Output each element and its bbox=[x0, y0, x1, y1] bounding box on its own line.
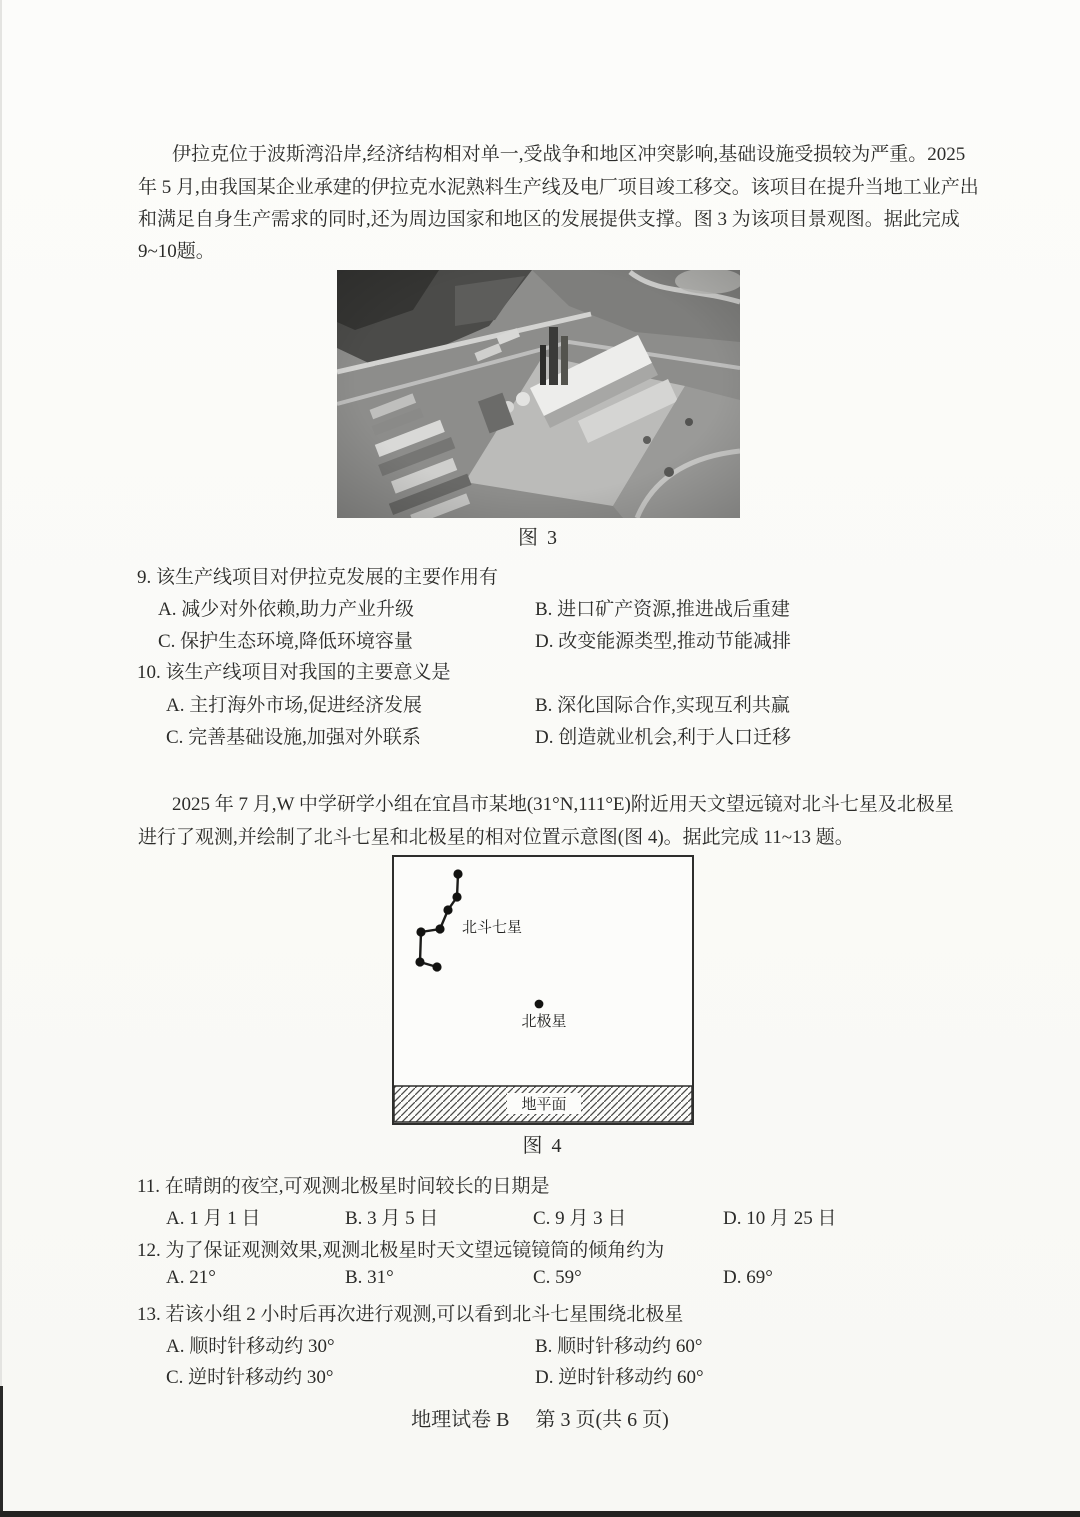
question10-option-d: D. 创造就业机会,利于人口迁移 bbox=[535, 727, 791, 748]
question11-option-c: C. 9 月 3 日 bbox=[533, 1208, 627, 1229]
figure4-diagram bbox=[392, 855, 694, 1125]
dipper-star bbox=[443, 905, 452, 914]
passage1-line: 伊拉克位于波斯湾沿岸,经济结构相对单一,受战争和地区冲突影响,基础设施受损较为严重。2025 bbox=[172, 144, 966, 165]
passage1-line: 年 5 月,由我国某企业承建的伊拉克水泥熟料生产线及电厂项目竣工移交。该项目在提升当地工业产出 bbox=[138, 177, 979, 198]
paper-title: 地理试卷 B bbox=[411, 1409, 510, 1431]
question12-option-b: B. 31° bbox=[345, 1267, 394, 1288]
question9-option-d: D. 改变能源类型,推动节能减排 bbox=[535, 631, 791, 652]
question11-stem: 11. 在晴朗的夜空,可观测北极星时间较长的日期是 bbox=[137, 1176, 550, 1197]
question10-option-b: B. 深化国际合作,实现互利共赢 bbox=[535, 695, 790, 716]
question13-stem: 13. 若该小组 2 小时后再次进行观测,可以看到北斗七星围绕北极星 bbox=[137, 1304, 684, 1325]
question10-option-c: C. 完善基础设施,加强对外联系 bbox=[166, 727, 421, 748]
page-number: 第 3 页(共 6 页) bbox=[535, 1409, 669, 1431]
dipper-star bbox=[432, 962, 441, 971]
figure3-photo bbox=[337, 270, 740, 518]
polaris-label: 北极星 bbox=[521, 1014, 567, 1030]
horizon-band bbox=[394, 1086, 692, 1122]
question10-option-a: A. 主打海外市场,促进经济发展 bbox=[166, 695, 422, 716]
question12-option-d: D. 69° bbox=[723, 1267, 773, 1288]
question13-option-b: B. 顺时针移动约 60° bbox=[535, 1336, 703, 1357]
question12-stem: 12. 为了保证观测效果,观测北极星时天文望远镜镜筒的倾角约为 bbox=[137, 1240, 665, 1261]
figure3-caption: 图 3 bbox=[518, 527, 559, 549]
dipper-star bbox=[415, 957, 424, 966]
question9-option-b: B. 进口矿产资源,推进战后重建 bbox=[535, 599, 790, 620]
question11-option-b: B. 3 月 5 日 bbox=[345, 1208, 439, 1229]
figure4-caption: 图 4 bbox=[522, 1135, 564, 1157]
dipper-star bbox=[416, 927, 425, 936]
passage1-line: 和满足自身生产需求的同时,还为周边国家和地区的发展提供支撑。图 3 为该项目景观图。据此完成 bbox=[138, 209, 960, 230]
question9-stem: 9. 该生产线项目对伊拉克发展的主要作用有 bbox=[137, 567, 499, 588]
scan-edge-bottom bbox=[0, 1511, 1080, 1517]
horizon-label: 地平面 bbox=[521, 1097, 567, 1113]
dipper-star bbox=[452, 892, 461, 901]
scan-edge-left bbox=[0, 0, 2, 1517]
scan-edge-left-bottom bbox=[0, 1386, 3, 1517]
dipper-label: 北斗七星 bbox=[462, 920, 523, 936]
passage1-line: 9~10题。 bbox=[138, 241, 215, 262]
question9-option-c: C. 保护生态环境,降低环境容量 bbox=[158, 631, 413, 652]
polaris-star bbox=[521, 1000, 566, 1030]
question13-option-a: A. 顺时针移动约 30° bbox=[166, 1336, 335, 1357]
big-dipper-constellation bbox=[415, 869, 522, 971]
passage2-line: 进行了观测,并绘制了北斗七星和北极星的相对位置示意图(图 4)。据此完成 11~13 题。 bbox=[138, 827, 854, 848]
page-footer bbox=[0, 1403, 1080, 1432]
question9-option-a: A. 减少对外依赖,助力产业升级 bbox=[158, 599, 414, 620]
dipper-star bbox=[453, 869, 462, 878]
question12-option-c: C. 59° bbox=[533, 1267, 582, 1288]
question13-option-c: C. 逆时针移动约 30° bbox=[166, 1367, 334, 1388]
question12-option-a: A. 21° bbox=[166, 1267, 216, 1288]
question13-option-d: D. 逆时针移动约 60° bbox=[535, 1367, 704, 1388]
dipper-star bbox=[435, 924, 444, 933]
question10-stem: 10. 该生产线项目对我国的主要意义是 bbox=[137, 662, 451, 683]
cement-plant-aerial-image bbox=[337, 270, 740, 518]
question11-option-d: D. 10 月 25 日 bbox=[723, 1208, 837, 1229]
passage2-line: 2025 年 7 月,W 中学研学小组在宜昌市某地(31°N,111°E)附近用天文望远镜对北斗七星及北极星 bbox=[172, 794, 954, 815]
question11-option-a: A. 1 月 1 日 bbox=[166, 1208, 261, 1229]
